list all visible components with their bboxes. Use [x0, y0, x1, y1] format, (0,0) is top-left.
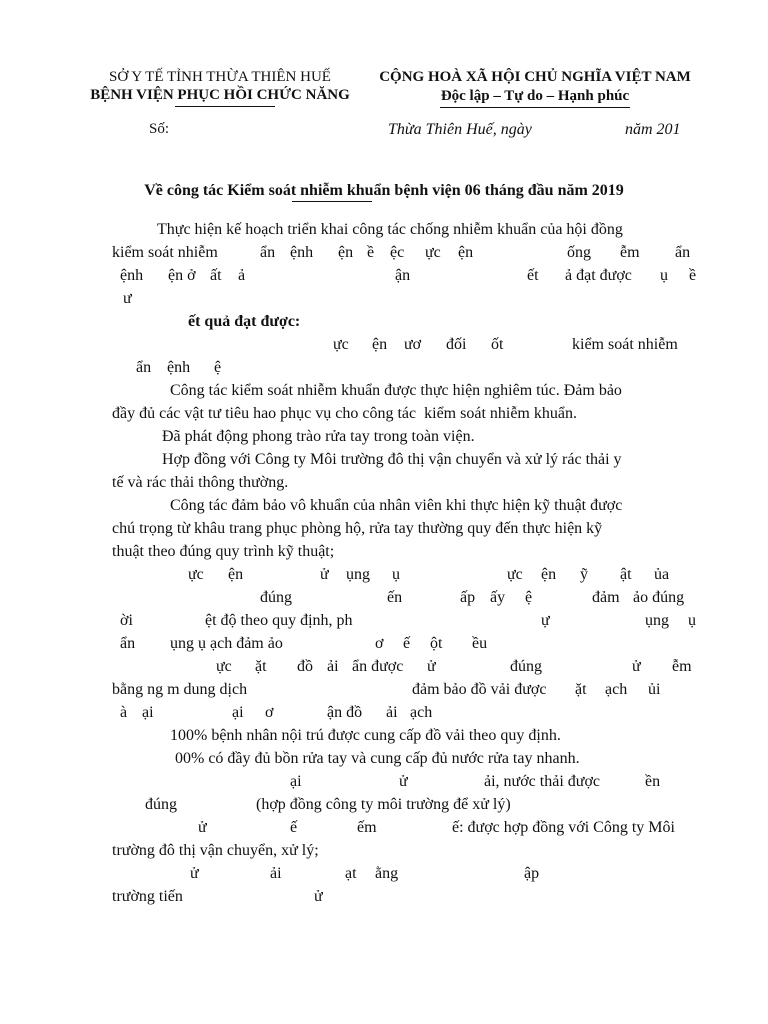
text-fragment: 100% bệnh nhân nội trú được cung cấp đồ vải theo quy định.: [170, 727, 561, 744]
text-fragment: ụ: [660, 267, 668, 284]
text-fragment: ử: [320, 566, 329, 583]
text-fragment: thuật theo đúng quy trình kỹ thuật;: [112, 543, 335, 560]
text-fragment: ươ: [404, 336, 422, 353]
text-fragment: ại: [232, 704, 244, 721]
text-fragment: ạch: [410, 704, 433, 721]
text-fragment: ải: [327, 658, 339, 675]
national-title: CỘNG HOÀ XÃ HỘI CHỦ NGHĨA VIỆT NAM: [379, 69, 691, 85]
text-fragment: Đã phát động phong trào rửa tay trong toàn viện.: [162, 428, 475, 445]
text-fragment: đối: [446, 336, 467, 353]
text-fragment: ễm: [620, 244, 640, 261]
text-fragment: ạch: [605, 681, 628, 698]
text-fragment: đảm: [592, 589, 620, 606]
text-fragment: ại: [290, 773, 302, 790]
text-fragment: ấp: [460, 589, 476, 606]
text-fragment: đúng: [510, 658, 542, 675]
text-fragment: ả: [238, 267, 246, 284]
text-fragment: ện: [458, 244, 474, 261]
text-fragment: ận đồ: [327, 704, 363, 721]
report-title: Về công tác Kiểm soát nhiễm khuẩn bệnh viện 06 tháng đầu năm 2019: [144, 182, 624, 199]
text-fragment: 00% có đầy đủ bồn rửa tay và cung cấp đủ nước rửa tay nhanh.: [175, 750, 580, 767]
text-fragment: đúng: [145, 796, 177, 813]
text-fragment: ử: [427, 658, 436, 675]
text-fragment: ột: [430, 635, 443, 652]
text-fragment: ẩn được: [352, 658, 404, 675]
text-fragment: ủi: [648, 681, 661, 698]
text-fragment: ện: [372, 336, 388, 353]
text-fragment: ạt: [345, 865, 357, 882]
text-fragment: ệc: [390, 244, 405, 261]
text-fragment: ực: [333, 336, 349, 353]
text-fragment: ến: [387, 589, 403, 606]
text-fragment: ề: [367, 244, 375, 261]
text-fragment: ẩn: [120, 635, 136, 652]
text-fragment: ấy: [490, 589, 506, 606]
text-fragment: trường tiến: [112, 888, 183, 905]
text-fragment: ện: [541, 566, 557, 583]
text-fragment: ử: [399, 773, 408, 790]
text-fragment: đúng: [260, 589, 292, 606]
text-fragment: ẩn: [260, 244, 276, 261]
text-fragment: ải: [270, 865, 282, 882]
text-fragment: ải: [386, 704, 398, 721]
text-fragment: ệt độ theo quy định, ph: [205, 612, 353, 629]
national-motto: Độc lập – Tự do – Hạnh phúc: [440, 88, 630, 104]
text-fragment: ề: [689, 267, 697, 284]
text-fragment: ực: [425, 244, 441, 261]
text-fragment: ện: [338, 244, 354, 261]
text-fragment: ư: [123, 290, 132, 307]
text-fragment: ơ: [265, 704, 274, 721]
text-fragment: ự: [541, 612, 550, 629]
place-date: Thừa Thiên Huế, ngày: [388, 121, 532, 138]
text-fragment: ận: [395, 267, 411, 284]
text-fragment: đồ: [297, 658, 313, 675]
text-fragment: ảo đúng: [633, 589, 685, 606]
text-fragment: ặt: [255, 658, 267, 675]
hospital-name: BỆNH VIỆN PHỤC HỒI CHỨC NĂNG: [90, 87, 350, 103]
text-fragment: ơ: [375, 635, 384, 652]
text-fragment: ật: [620, 566, 632, 583]
text-fragment: ế: [403, 635, 411, 652]
text-fragment: ực: [216, 658, 232, 675]
text-fragment: ện: [228, 566, 244, 583]
text-fragment: ế: được hợp đồng với Công ty Môi: [452, 819, 675, 836]
text-fragment: Thực hiện kế hoạch triển khai công tác chống nhiễm khuẩn của hội đồng: [157, 221, 623, 238]
text-fragment: ử: [632, 658, 641, 675]
text-fragment: ụng ụ ạch đảm ảo: [170, 635, 283, 652]
text-fragment: ẩn: [136, 359, 152, 376]
title-underline: [292, 201, 372, 202]
text-fragment: ệnh: [167, 359, 191, 376]
text-fragment: kiểm soát nhiễm: [112, 244, 218, 261]
text-fragment: ệ: [214, 359, 222, 376]
text-fragment: ử: [314, 888, 323, 905]
text-fragment: ẩn: [675, 244, 691, 261]
text-fragment: Công tác kiểm soát nhiễm khuẩn được thực hiện nghiêm túc. Đảm bảo: [170, 382, 622, 399]
text-fragment: trường đô thị vận chuyển, xử lý;: [112, 842, 319, 859]
text-fragment: ực: [507, 566, 523, 583]
text-fragment: ệnh: [120, 267, 144, 284]
text-fragment: ết: [527, 267, 539, 284]
text-fragment: ất: [210, 267, 222, 284]
text-fragment: Công tác đảm bảo vô khuẩn của nhân viên khi thực hiện kỹ thuật được: [170, 497, 623, 514]
text-fragment: ếm: [357, 819, 377, 836]
text-fragment: ệnh: [290, 244, 314, 261]
text-fragment: ền: [645, 773, 661, 790]
text-fragment: ại: [142, 704, 154, 721]
motto-underline: [440, 107, 630, 108]
text-fragment: đảm bảo đồ vải được: [412, 681, 547, 698]
text-fragment: (hợp đồng công ty môi trường để xử lý): [256, 796, 511, 813]
text-fragment: ặt: [575, 681, 587, 698]
text-fragment: ệ: [525, 589, 533, 606]
text-fragment: ỹ: [580, 566, 588, 583]
text-fragment: ốt: [491, 336, 504, 353]
text-fragment: à: [120, 704, 128, 721]
text-fragment: ập: [524, 865, 540, 882]
text-fragment: ời: [120, 612, 133, 629]
text-fragment: ử: [198, 819, 207, 836]
text-fragment: ụ: [392, 566, 400, 583]
text-fragment: kiểm soát nhiễm: [572, 336, 678, 353]
text-fragment: tế và rác thải thông thường.: [112, 474, 289, 491]
text-fragment: bằng ng m dung dịch: [112, 681, 248, 698]
text-fragment: ủa: [654, 566, 670, 583]
text-fragment: ụng: [645, 612, 669, 629]
text-fragment: ằng: [375, 865, 399, 882]
text-fragment: ều: [472, 635, 488, 652]
text-fragment: ế: [290, 819, 298, 836]
text-fragment: ử: [190, 865, 199, 882]
text-fragment: chú trọng từ khâu trang phục phòng hộ, rửa tay thường quy đến thực hiện kỹ: [112, 520, 603, 537]
document-number-label: Số:: [149, 121, 170, 137]
agency-name: SỞ Y TẾ TỈNH THỪA THIÊN HUẾ: [109, 69, 331, 85]
text-fragment: ết quả đạt được:: [188, 313, 301, 330]
text-fragment: ả đạt được: [565, 267, 632, 284]
text-fragment: ện ở: [168, 267, 196, 284]
text-fragment: ễm: [672, 658, 692, 675]
document-year: năm 201: [625, 121, 681, 138]
text-fragment: ống: [567, 244, 591, 261]
text-fragment: ực: [188, 566, 204, 583]
text-fragment: đầy đủ các vật tư tiêu hao phục vụ cho công tác kiểm soát nhiễm khuẩn.: [112, 405, 577, 422]
text-fragment: ụng: [346, 566, 370, 583]
hospital-underline: [175, 106, 275, 107]
text-fragment: ụ: [688, 612, 696, 629]
text-fragment: Hợp đồng với Công ty Môi trường đô thị vận chuyển và xử lý rác thải y: [162, 451, 622, 468]
text-fragment: ải, nước thải được: [484, 773, 601, 790]
